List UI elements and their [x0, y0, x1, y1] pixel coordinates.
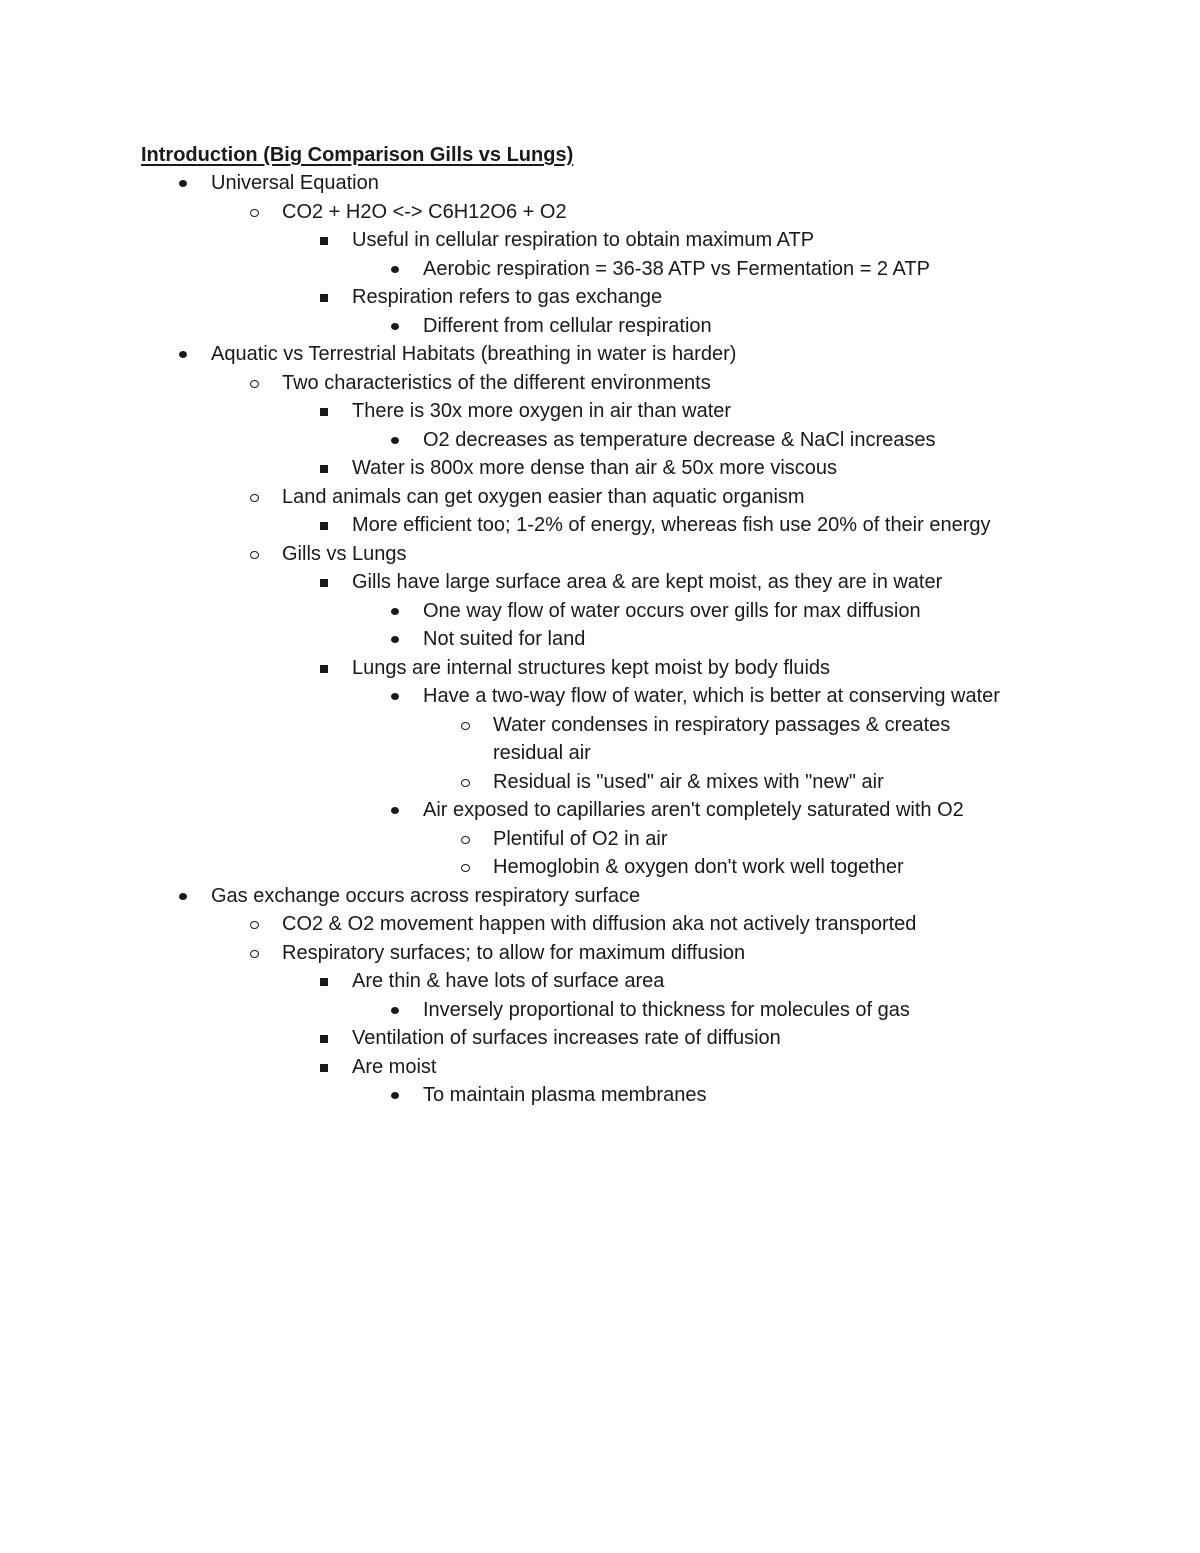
bullet-square-icon: [317, 1024, 333, 1053]
outline-item-level-4: [0, 796, 1200, 825]
bullet-disc-icon: [388, 625, 404, 654]
outline-item-text: Aerobic respiration = 36-38 ATP vs Fermentation = 2 ATP: [423, 257, 930, 280]
bullet-disc-icon: [388, 1081, 404, 1110]
outline-item-level-3: [0, 454, 1200, 483]
outline-item-text: One way flow of water occurs over gills for max diffusion: [423, 599, 921, 622]
outline-item-text: Inversely proportional to thickness for molecules of gas: [423, 998, 910, 1021]
outline-item-text: Water is 800x more dense than air & 50x more viscous: [352, 457, 838, 479]
outline-item-text: More efficient too; 1-2% of energy, whereas fish use 20% of their energy: [352, 514, 991, 536]
outline-item-level-2: [0, 483, 1200, 512]
outline-item-level-4: [0, 426, 1200, 455]
outline-item-level-4: [0, 597, 1200, 626]
bullet-disc-icon: [388, 996, 404, 1025]
outline-item-text: Respiration refers to gas exchange: [352, 286, 663, 308]
outline-item-text: Different from cellular respiration: [423, 314, 712, 337]
bullet-square-icon: [317, 397, 333, 426]
bullet-disc-icon: [176, 169, 192, 198]
outline-item-level-3: [0, 1053, 1200, 1082]
outline-item-text: Aquatic vs Terrestrial Habitats (breathing in water is harder): [211, 343, 737, 365]
outline-item-level-2: [0, 540, 1200, 569]
bullet-square-icon: [317, 511, 333, 540]
outline-item-level-2: [0, 939, 1200, 968]
bullet-disc-icon: [176, 882, 192, 911]
bullet-square-icon: [317, 226, 333, 255]
outline-item-text: CO2 + H2O <-> C6H12O6 + O2: [282, 200, 567, 223]
outline-item-text: Gills have large surface area & are kept moist, as they are in water: [352, 571, 943, 593]
outline-item-level-5: [0, 768, 1200, 797]
outline-item-level-1: [0, 340, 1200, 369]
outline-item-text: Are moist: [352, 1055, 437, 1078]
outline-item-level-4: [0, 255, 1200, 284]
outline-item-text: Universal Equation: [211, 172, 379, 194]
outline-item-text: Two characteristics of the different environments: [282, 371, 711, 394]
outline-item-text: Lungs are internal structures kept moist by body fluids: [352, 656, 831, 679]
outline-item-text: Hemoglobin & oxygen don't work well together: [493, 856, 904, 878]
bullet-circle-icon: [458, 853, 474, 882]
bullet-disc-icon: [388, 312, 404, 341]
outline-item-level-4: [0, 682, 1200, 711]
bullet-circle-icon: [247, 369, 263, 398]
outline-item-text: Plentiful of O2 in air: [493, 827, 668, 850]
outline-item-level-2: [0, 369, 1200, 398]
bullet-disc-icon: [176, 340, 192, 369]
outline-item-text: Gas exchange occurs across respiratory surface: [211, 884, 641, 907]
bullet-circle-icon: [247, 910, 263, 939]
outline-item-text: Air exposed to capillaries aren't completely saturated with O2: [423, 799, 964, 821]
outline-item-level-3: [0, 283, 1200, 312]
outline-item-text: CO2 & O2 movement happen with diffusion aka not actively transported: [282, 913, 917, 935]
outline-item-text: Gills vs Lungs: [282, 542, 407, 565]
outline-item-level-3: [0, 1024, 1200, 1053]
outline-item-text: Water condenses in respiratory passages & creates residual air: [493, 713, 951, 764]
outline-item-level-3: [0, 654, 1200, 683]
outline-item-level-3: [0, 967, 1200, 996]
bullet-square-icon: [317, 654, 333, 683]
bullet-square-icon: [317, 283, 333, 312]
bullet-disc-icon: [388, 597, 404, 626]
bullet-disc-icon: [388, 426, 404, 455]
bullet-square-icon: [317, 1053, 333, 1082]
bullet-circle-icon: [247, 198, 263, 227]
bullet-square-icon: [317, 454, 333, 483]
outline-item-level-3: [0, 397, 1200, 426]
outline-item-level-4: [0, 312, 1200, 341]
outline-item-level-2: [0, 910, 1200, 939]
outline-item-level-3: [0, 226, 1200, 255]
outline-item-level-4: [0, 996, 1200, 1025]
outline-item-text: Are thin & have lots of surface area: [352, 970, 665, 992]
bullet-circle-icon: [458, 825, 474, 854]
bullet-circle-icon: [458, 711, 474, 740]
bullet-circle-icon: [247, 939, 263, 968]
outline-item-text: Have a two-way flow of water, which is better at conserving water: [423, 685, 1000, 707]
bullet-circle-icon: [247, 540, 263, 569]
outline-item-level-4: [0, 625, 1200, 654]
bullet-disc-icon: [388, 796, 404, 825]
outline-item-level-1: [0, 882, 1200, 911]
outline-item-level-5: [0, 853, 1200, 882]
outline-item-text: Not suited for land: [423, 628, 586, 650]
outline-item-level-4: [0, 1081, 1200, 1110]
bullet-circle-icon: [247, 483, 263, 512]
bullet-square-icon: [317, 568, 333, 597]
page-title: Introduction (Big Comparison Gills vs Lungs): [141, 144, 574, 166]
outline-item-text: Ventilation of surfaces increases rate of diffusion: [352, 1027, 781, 1049]
outline-item-level-2: [0, 198, 1200, 227]
outline-item-level-5: [0, 825, 1200, 854]
outline-item-level-3: [0, 568, 1200, 597]
outline-item-text: There is 30x more oxygen in air than water: [352, 400, 732, 422]
outline-item-text: Useful in cellular respiration to obtain maximum ATP: [352, 229, 815, 251]
bullet-disc-icon: [388, 255, 404, 284]
bullet-disc-icon: [388, 682, 404, 711]
outline-item-level-3: [0, 511, 1200, 540]
outline-item-text: Residual is "used" air & mixes with "new" air: [493, 770, 884, 793]
outline-item-level-1: [0, 169, 1200, 198]
outline-item-text: To maintain plasma membranes: [423, 1084, 707, 1106]
outline-item-text: Respiratory surfaces; to allow for maximum diffusion: [282, 941, 746, 964]
outline-item-text: O2 decreases as temperature decrease & NaCl increases: [423, 428, 936, 451]
outline-item-level-5: [0, 711, 1200, 768]
outline-item-text: Land animals can get oxygen easier than aquatic organism: [282, 485, 805, 508]
bullet-circle-icon: [458, 768, 474, 797]
bullet-outline: [0, 169, 1200, 1110]
bullet-square-icon: [317, 967, 333, 996]
